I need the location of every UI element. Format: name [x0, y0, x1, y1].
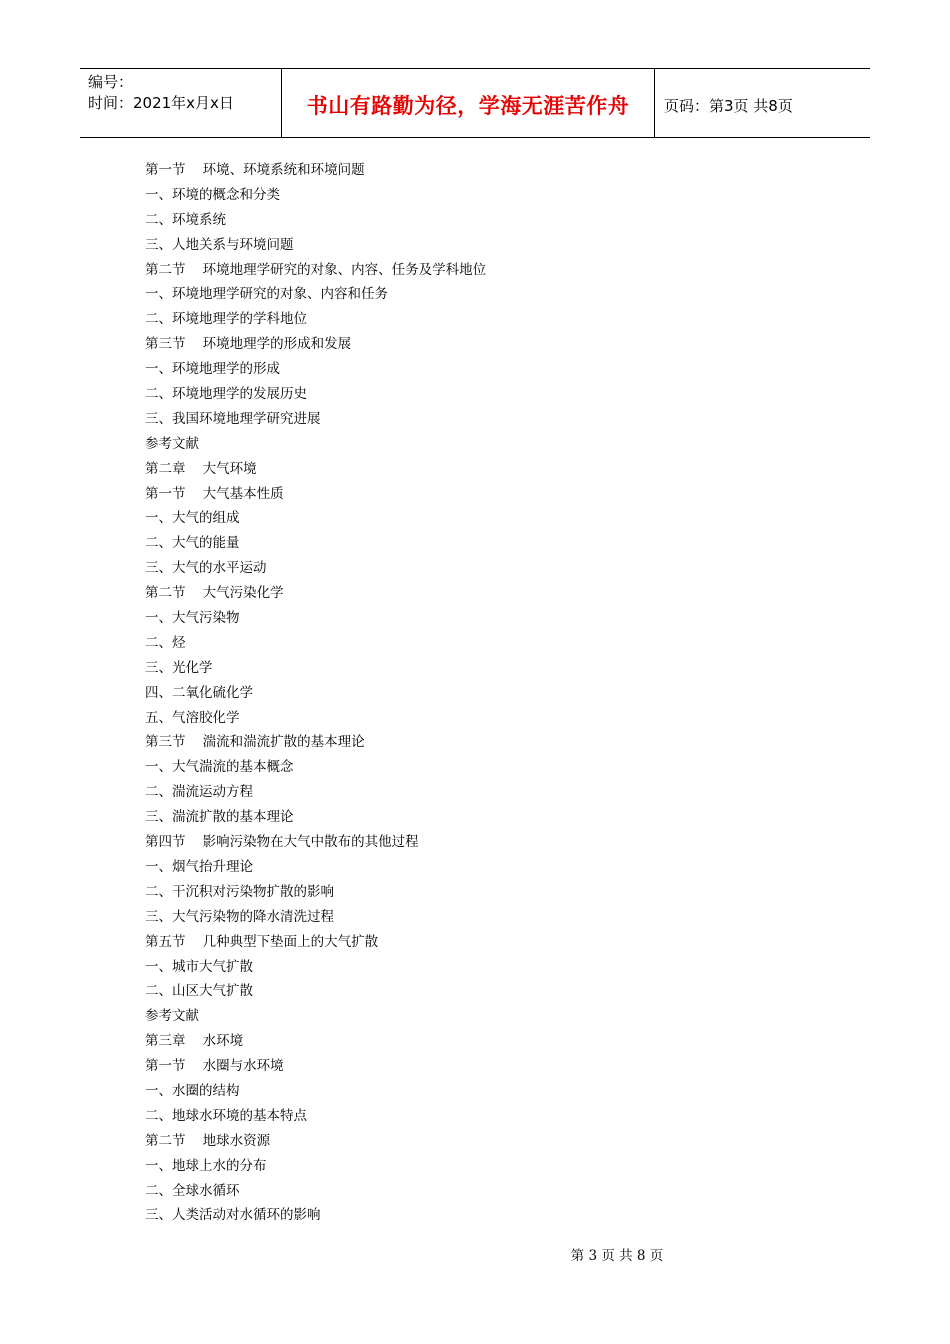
toc-line: 三、大气的水平运动 [145, 560, 267, 577]
toc-line: 一、环境地理学的形成 [145, 361, 280, 378]
toc-line: 一、烟气抬升理论 [145, 858, 253, 875]
toc-line: 四、二氧化硫化学 [145, 684, 253, 701]
toc-line: 二、山区大气扩散 [145, 983, 253, 1000]
toc-line: 三、湍流扩散的基本理论 [145, 809, 294, 826]
header-left-cell [80, 69, 282, 137]
toc-line: 二、全球水循环 [145, 1182, 240, 1199]
header-page-info: 页码：第3页 共8页 [664, 96, 793, 115]
toc-line: 参考文献 [145, 1008, 199, 1025]
toc-line: 第一节 环境、环境系统和环境问题 [145, 162, 365, 178]
toc-line: 三、光化学 [145, 659, 213, 676]
toc-line: 第二节 大气污染化学 [145, 585, 284, 602]
toc-line: 第四节 影响污染物在大气中散布的其他过程 [145, 834, 419, 851]
toc-line: 第三节 湍流和湍流扩散的基本理论 [145, 734, 365, 751]
motto-text: 书山有路勤为径，学海无涯苦作舟 [306, 94, 630, 118]
toc-line: 二、地球水环境的基本特点 [145, 1107, 307, 1124]
toc-line: 一、大气湍流的基本概念 [145, 759, 294, 776]
toc-line: 一、地球上水的分布 [145, 1157, 267, 1174]
toc-line: 二、环境地理学的学科地位 [145, 311, 307, 328]
toc-line: 一、环境的概念和分类 [145, 186, 280, 203]
toc-line: 一、环境地理学研究的对象、内容和任务 [145, 286, 388, 303]
toc-line: 三、人地关系与环境问题 [145, 236, 294, 253]
toc-line: 五、气溶胶化学 [145, 709, 240, 726]
toc-line: 一、大气污染物 [145, 610, 240, 627]
toc-line: 三、我国环境地理学研究进展 [145, 410, 321, 427]
toc-line: 二、环境系统 [145, 211, 226, 228]
toc-line: 第二节 环境地理学研究的对象、内容、任务及学科地位 [145, 261, 487, 278]
toc-line: 第二章 大气环境 [145, 460, 257, 477]
header-right-cell [655, 69, 870, 137]
toc-line: 二、大气的能量 [145, 535, 240, 552]
toc-line: 第一节 大气基本性质 [145, 485, 284, 502]
toc-line: 一、城市大气扩散 [145, 958, 253, 975]
toc-line: 第一节 水圈与水环境 [145, 1058, 284, 1075]
toc-line: 二、干沉积对污染物扩散的影响 [145, 883, 334, 900]
page-footer [0, 1244, 950, 1264]
toc-line: 二、环境地理学的发展历史 [145, 386, 307, 403]
toc-line: 参考文献 [145, 435, 199, 452]
toc-line: 第二节 地球水资源 [145, 1132, 271, 1149]
toc-line: 三、大气污染物的降水清洗过程 [145, 908, 334, 925]
footer-page-number: 第 3 页 共 8 页 [570, 1248, 664, 1264]
toc-line: 一、大气的组成 [145, 510, 240, 527]
toc-line: 三、人类活动对水循环的影响 [145, 1207, 321, 1224]
toc-line: 第五节 几种典型下垫面上的大气扩散 [145, 933, 379, 950]
toc-line: 第三章 水环境 [145, 1033, 244, 1050]
toc-line: 二、烃 [145, 634, 186, 651]
header-middle-cell [282, 69, 655, 137]
page-header [80, 68, 870, 138]
date-line: 时间：2021年x月x日 [88, 94, 234, 112]
toc-line: 一、水圈的结构 [145, 1082, 240, 1099]
toc-line: 第三节 环境地理学的形成和发展 [145, 336, 352, 353]
toc-line: 二、湍流运动方程 [145, 784, 253, 801]
document-number-label: 编号： [88, 73, 134, 91]
table-of-contents [145, 158, 486, 1228]
